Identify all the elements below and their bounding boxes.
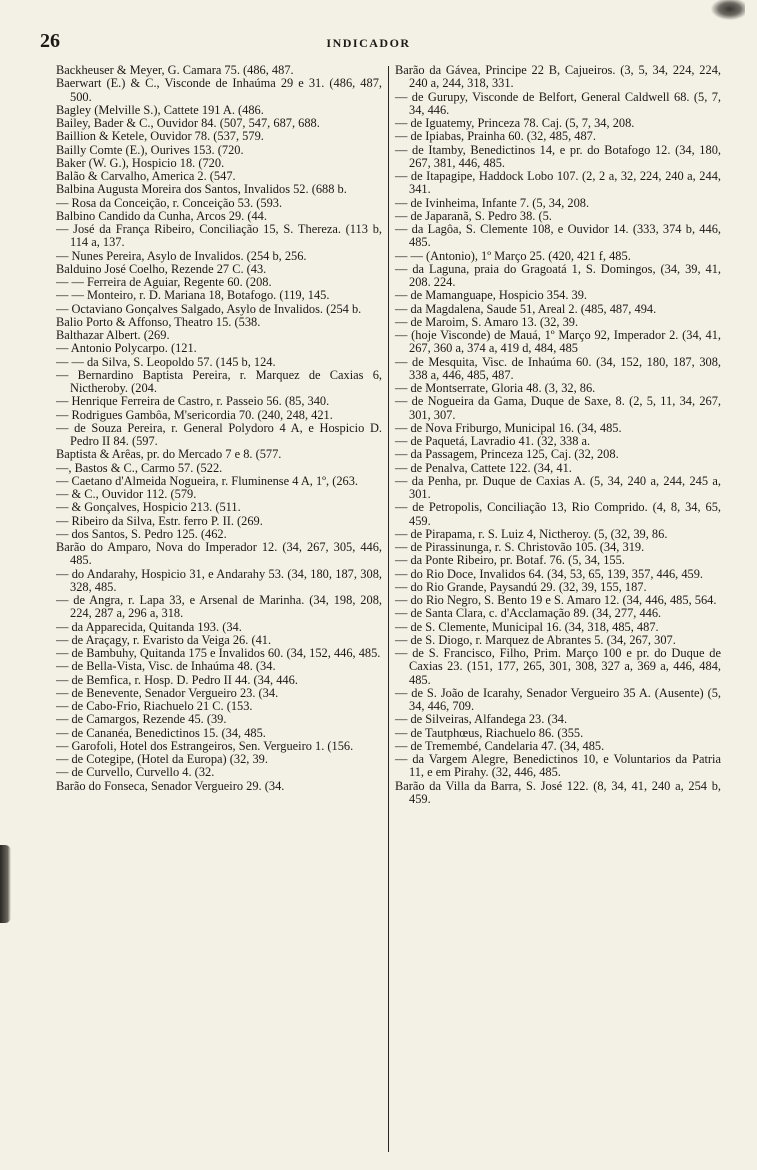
directory-entry: Barão do Fonseca, Senador Vergueiro 29. (34. — [56, 778, 285, 793]
directory-entry: — de Tautphœus, Riachuelo 86. (355. — [395, 725, 584, 740]
directory-entry: — de Japaranã, S. Pedro 38. (5. — [395, 208, 552, 223]
directory-entry: Baker (W. G.), Hospicio 18. (720. — [56, 155, 225, 170]
directory-entry: — — Ferreira de Aguiar, Regente 60. (208. — [56, 275, 272, 289]
directory-entry: — — (Antonio), 1º Março 25. (420, 421 f, 485. — [395, 248, 631, 263]
directory-entry: — de Cabo-Frio, Riachuelo 21 C. (153. — [56, 699, 253, 713]
directory-entry: — Rodrigues Gambôa, M'sericordia 70. (240, 248, 421. — [56, 407, 333, 422]
directory-entry: Bailey, Bader & C., Ouvidor 84. (507, 547, 687, 688. — [56, 116, 320, 130]
directory-entry: Backheuser & Meyer, G. Camara 75. (486, 487. — [56, 64, 294, 77]
directory-entry: — de Benevente, Senador Vergueiro 23. (34. — [56, 685, 279, 700]
directory-entry: — Ribeiro da Silva, Estr. ferro P. II. (269. — [56, 513, 263, 528]
directory-entry: — de Itamby, Benedictinos 14, e pr. do Botafogo 12. (34, 180, 267, 381, 446, 485. — [395, 142, 721, 170]
directory-entry: — da Penha, pr. Duque de Caxias A. (5, 34, 240 a, 244, 245 a, 301. — [395, 473, 721, 501]
directory-entry: — Nunes Pereira, Asylo de Invalidos. (254 b, 256. — [56, 248, 307, 263]
directory-entry: — de Bella-Vista, Visc. de Inhaúma 48. (34. — [56, 659, 276, 674]
directory-entry: — — Monteiro, r. D. Mariana 18, Botafogo. (119, 145. — [56, 288, 330, 303]
directory-entry: — de Cotegipe, (Hotel da Europa) (32, 39. — [56, 752, 268, 766]
directory-entry: — de Nova Friburgo, Municipal 16. (34, 485. — [395, 420, 622, 435]
directory-entry: — de Pirapama, r. S. Luiz 4, Nictheroy. (5, (32, 39, 86. — [395, 526, 668, 541]
directory-entry: — de Nogueira da Gama, Duque de Saxe, 8. (2, 5, 11, 34, 267, 301, 307. — [395, 394, 721, 422]
directory-entry: Bailly Comte (E.), Ourives 153. (720. — [56, 142, 244, 157]
directory-entry: Bagley (Melville S.), Cattete 191 A. (486. — [56, 102, 264, 117]
directory-entry: — de Ipiabas, Prainha 60. (32, 485, 487. — [395, 129, 596, 144]
directory-entry: Balbino Candido da Cunha, Arcos 29. (44. — [56, 208, 267, 223]
directory-entry: — de S. João de Icarahy, Senador Vergueiro 35 A. (Ausente) (5, 34, 446, 709. — [395, 685, 721, 713]
left-column — [56, 64, 388, 1158]
directory-entry: — da Vargem Alegre, Benedictinos 10, e Voluntarios da Patria 11, e em Pirahy. (32, 446, 485. — [395, 752, 721, 780]
directory-entry: Balão & Carvalho, America 2. (547. — [56, 169, 236, 183]
directory-entry: — do Rio Grande, Paysandú 29. (32, 39, 155, 187. — [395, 579, 647, 594]
directory-entry: Balio Porto & Affonso, Theatro 15. (538. — [56, 314, 261, 329]
directory-entry: — de Camargos, Rezende 45. (39. — [56, 712, 227, 727]
directory-entry: Baptista & Arêas, pr. do Mercado 7 e 8. (577. — [56, 447, 282, 462]
directory-entry: — de Bambuhy, Quitanda 175 e Invalidos 60. (34, 152, 446, 485. — [56, 646, 381, 660]
directory-entry: Barão da Villa da Barra, S. José 122. (8, 34, 41, 240 a, 254 b, 459. — [395, 778, 721, 806]
directory-entry: — Antonio Polycarpo. (121. — [56, 341, 197, 356]
directory-entry: — de Gurupy, Visconde de Belfort, General Caldwell 68. (5, 7, 34, 446. — [395, 89, 721, 117]
directory-entry: — da Laguna, praia do Gragoatá 1, S. Domingos, (34, 39, 41, 208. 224. — [395, 261, 721, 289]
directory-entry: — de Cananéa, Benedictinos 15. (34, 485. — [56, 725, 266, 740]
directory-entry: — de Souza Pereira, r. General Polydoro 4 A, e Hospicio D. Pedro II 84. (597. — [56, 420, 382, 448]
ink-blot — [711, 0, 745, 20]
directory-entry: — da Apparecida, Quitanda 193. (34. — [56, 619, 242, 634]
directory-entry: — de Itapagipe, Haddock Lobo 107. (2, 2 a, 32, 224, 240 a, 244, 341. — [395, 169, 721, 197]
directory-entry: Barão da Gávea, Principe 22 B, Cajueiros. (3, 5, 34, 224, 224, 240 a, 244, 318, 331. — [395, 64, 721, 91]
directory-entry: — de Petropolis, Conciliação 13, Rio Comprido. (4, 8, 34, 65, 459. — [395, 500, 721, 528]
directory-entry: — de S. Diogo, r. Marquez de Abrantes 5. (34, 267, 307. — [395, 632, 676, 647]
binding-edge-mark — [0, 845, 11, 923]
directory-entry: — da Lagôa, S. Clemente 108, e Ouvidor 14. (333, 374 b, 446, 485. — [395, 222, 721, 250]
directory-entry: — — da Silva, S. Leopoldo 57. (145 b, 124. — [56, 354, 276, 369]
directory-entry: — Bernardino Baptista Pereira, r. Marquez de Caxias 6, Nictheroby. (204. — [56, 367, 382, 395]
directory-entry: — de Iguatemy, Princeza 78. Caj. (5, 7, 34, 208. — [395, 116, 635, 130]
directory-entry: — de Angra, r. Lapa 33, e Arsenal de Marinha. (34, 198, 208, 224, 287 a, 296 a, 318. — [56, 593, 382, 621]
directory-entry: — de Santa Clara, c. d'Acclamação 89. (34, 277, 446. — [395, 606, 662, 621]
directory-columns — [56, 64, 732, 1158]
directory-entry: — de Araçagy, r. Evaristo da Veiga 26. (41. — [56, 632, 272, 647]
directory-entry: — José da França Ribeiro, Conciliação 15, S. Thereza. (113 b, 114 a, 137. — [56, 222, 382, 250]
directory-entry: Balthazar Albert. (269. — [56, 328, 170, 342]
directory-entry: — de Maroim, S. Amaro 13. (32, 39. — [395, 314, 579, 329]
directory-entry: — de Montserrate, Gloria 48. (3, 32, 86. — [395, 381, 596, 395]
directory-entry: — Henrique Ferreira de Castro, r. Passeio 56. (85, 340. — [56, 394, 330, 409]
directory-entry: — Octaviano Gonçalves Salgado, Asylo de Invalidos. (254 b. — [56, 301, 362, 316]
page-number: 26 — [40, 30, 60, 52]
directory-entry: — de Tremembé, Candelaria 47. (34, 485. — [395, 738, 605, 753]
directory-entry: — & Gonçalves, Hospicio 213. (511. — [56, 500, 241, 515]
directory-entry: Balbina Augusta Moreira dos Santos, Invalidos 52. (688 b. — [56, 182, 347, 197]
directory-entry: — (hoje Visconde) de Mauá, 1º Março 92, Imperador 2. (34, 41, 267, 360 a, 374 a, 419 d, 484, 485 — [395, 328, 721, 356]
directory-entry: — de Pirassinunga, r. S. Christovão 105. (34, 319. — [395, 540, 645, 554]
directory-entry: — de Silveiras, Alfandega 23. (34. — [395, 712, 568, 727]
directory-entry: Barão do Amparo, Nova do Imperador 12. (34, 267, 305, 446, 485. — [56, 540, 382, 568]
directory-entry: — da Ponte Ribeiro, pr. Botaf. 76. (5, 34, 155. — [395, 553, 625, 568]
running-title: INDICADOR — [326, 36, 411, 50]
directory-entry: — de Ivinheima, Infante 7. (5, 34, 208. — [395, 195, 590, 210]
directory-entry: — Caetano d'Almeida Nogueira, r. Fluminense 4 A, 1º, (263. — [56, 473, 359, 488]
directory-entry: — do Rio Negro, S. Bento 19 e S. Amaro 12. (34, 446, 485, 564. — [395, 593, 717, 607]
directory-entry: — de Bemfica, r. Hosp. D. Pedro II 44. (34, 446. — [56, 672, 298, 687]
directory-entry: —, Bastos & C., Carmo 57. (522. — [56, 460, 223, 475]
directory-entry: — de Paquetá, Lavradio 41. (32, 338 a. — [395, 434, 591, 448]
directory-entry: — do Andarahy, Hospicio 31, e Andarahy 53. (34, 180, 187, 308, 328, 485. — [56, 566, 382, 594]
directory-entry: — dos Santos, S. Pedro 125. (462. — [56, 526, 227, 541]
page-header — [40, 30, 697, 56]
directory-entry: — Garofoli, Hotel dos Estrangeiros, Sen. Vergueiro 1. (156. — [56, 738, 354, 753]
directory-entry: Baillion & Ketele, Ouvidor 78. (537, 579. — [56, 129, 264, 144]
right-column — [389, 64, 721, 1158]
directory-entry: — de Penalva, Cattete 122. (34, 41. — [395, 460, 572, 475]
directory-entry: — Rosa da Conceição, r. Conceição 53. (593. — [56, 195, 283, 210]
directory-entry: — de S. Francisco, Filho, Prim. Março 100 e pr. do Duque de Caxias 23. (151, 177, 265, 301, 308, 327 a, 369 a, 446, 484, 485. — [395, 646, 721, 687]
directory-entry: Balduino José Coelho, Rezende 27 C. (43. — [56, 261, 267, 276]
directory-entry: — da Passagem, Princeza 125, Caj. (32, 208. — [395, 447, 619, 462]
directory-entry: — de Mesquita, Visc. de Inhaúma 60. (34, 152, 180, 187, 308, 338 a, 446, 485, 487. — [395, 354, 721, 382]
directory-entry: — de Curvello, Curvello 4. (32. — [56, 765, 215, 780]
directory-entry: Baerwart (E.) & C., Visconde de Inhaúma 29 e 31. (486, 487, 500. — [56, 76, 382, 104]
directory-entry: — de Mamanguape, Hospicio 354. 39. — [395, 288, 588, 303]
directory-entry: — da Magdalena, Saude 51, Areal 2. (485, 487, 494. — [395, 301, 657, 316]
directory-entry: — de S. Clemente, Municipal 16. (34, 318, 485, 487. — [395, 619, 659, 634]
directory-entry: — & C., Ouvidor 112. (579. — [56, 487, 197, 501]
directory-entry: — do Rio Doce, Invalidos 64. (34, 53, 65, 139, 357, 446, 459. — [395, 566, 704, 581]
